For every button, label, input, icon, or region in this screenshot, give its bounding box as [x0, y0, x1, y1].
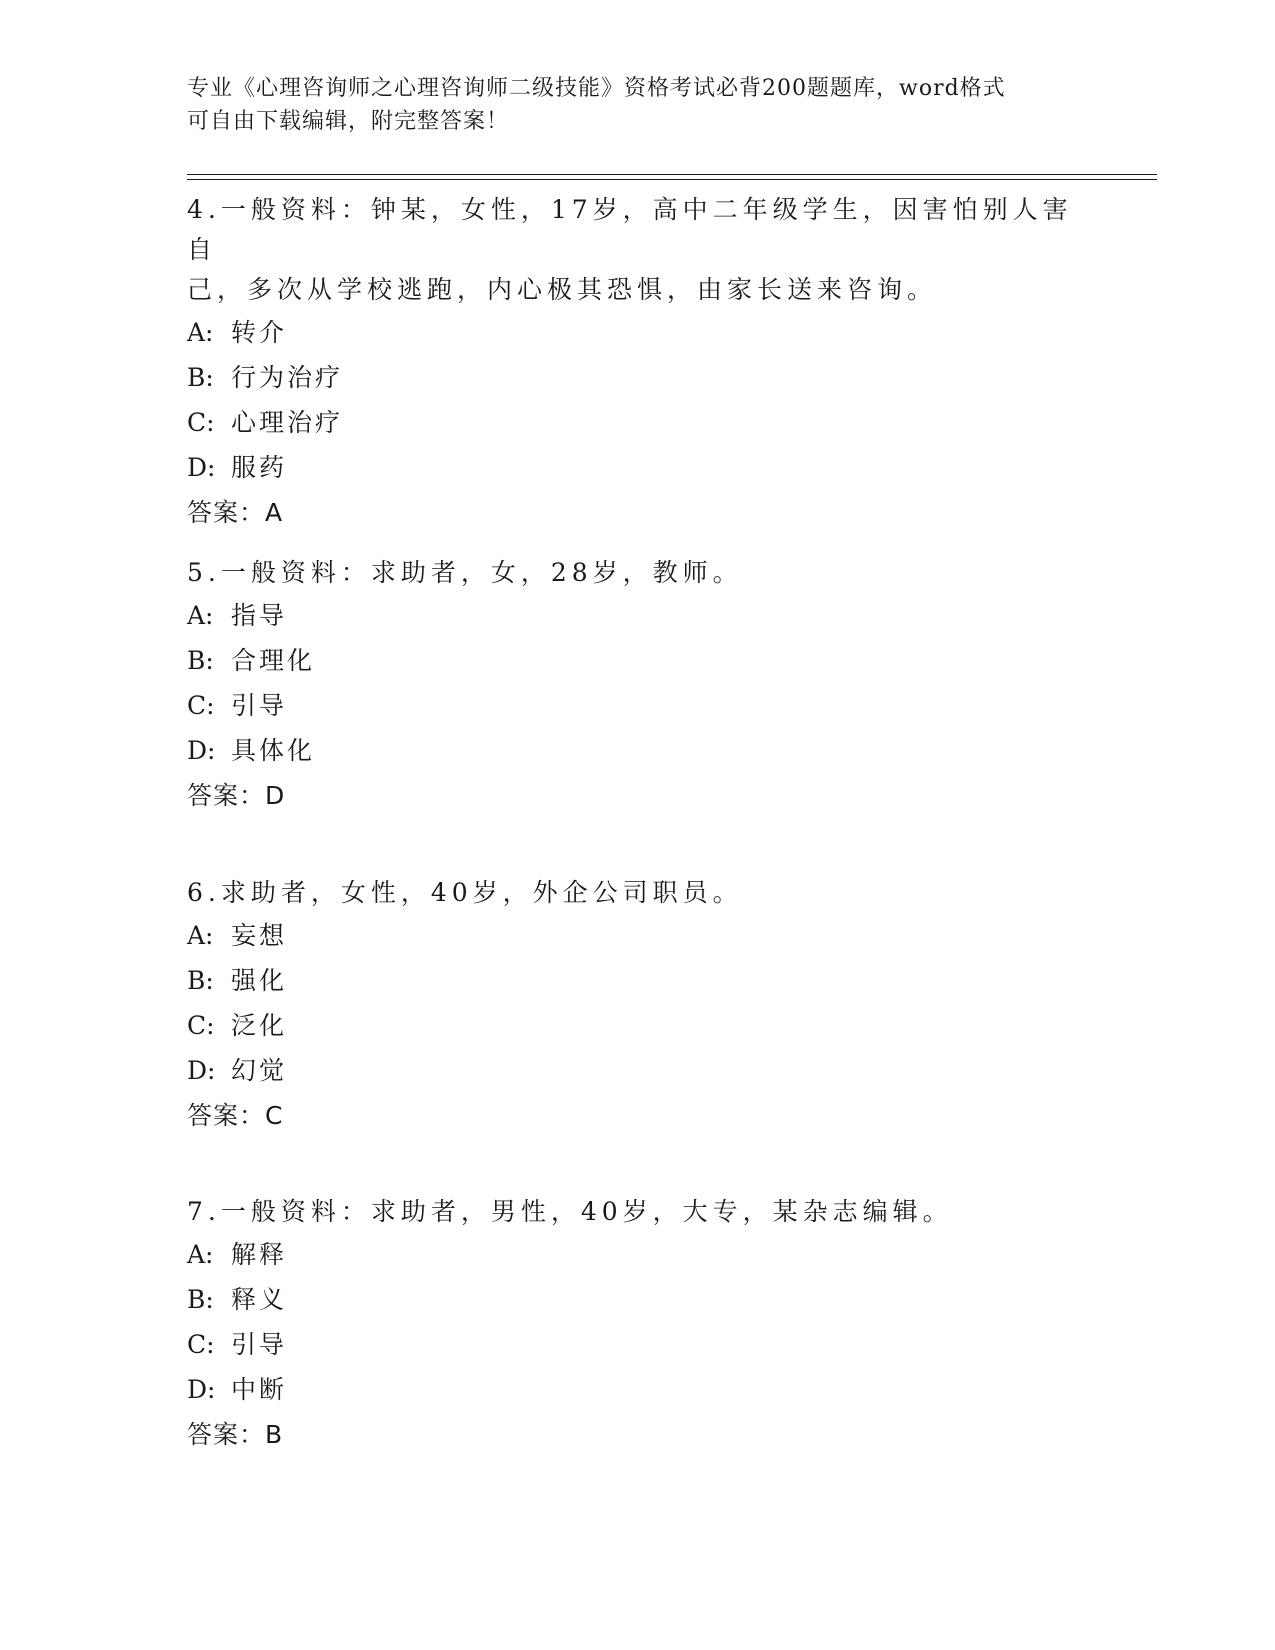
option-key: A: — [187, 318, 214, 347]
option-a — [187, 1232, 1087, 1277]
option-key: A: — [187, 601, 214, 630]
option-b — [187, 355, 1087, 400]
answer-line: 答案：B — [187, 1420, 284, 1449]
option-key: A: — [187, 1240, 214, 1269]
option-key: C: — [187, 1330, 215, 1359]
question-stem — [187, 1192, 1087, 1232]
option-text: 释义 — [231, 1285, 288, 1314]
option-text: 服药 — [231, 453, 288, 482]
option-c — [187, 1322, 1087, 1367]
question-block — [187, 553, 1087, 818]
option-text: 引导 — [231, 1330, 288, 1359]
document-header — [187, 72, 1087, 138]
option-a — [187, 310, 1087, 355]
option-key: A: — [187, 921, 214, 950]
answer-line: 答案：A — [187, 498, 284, 527]
option-a — [187, 593, 1087, 638]
answer-line: 答案：D — [187, 781, 286, 810]
option-text: 行为治疗 — [231, 363, 344, 392]
question-stem-line: 6.求助者，女性，40岁，外企公司职员。 — [187, 878, 743, 907]
option-text: 引导 — [231, 691, 288, 720]
option-key: D: — [187, 1375, 216, 1404]
header-divider-top — [187, 174, 1157, 175]
option-text: 强化 — [231, 966, 288, 995]
option-key: D: — [187, 453, 216, 482]
option-text: 转介 — [231, 318, 288, 347]
option-b — [187, 1277, 1087, 1322]
option-key: C: — [187, 1011, 215, 1040]
option-key: D: — [187, 736, 216, 765]
option-a — [187, 913, 1087, 958]
option-key: C: — [187, 691, 215, 720]
answer-line: 答案：C — [187, 1101, 284, 1130]
option-key: D: — [187, 1056, 216, 1085]
option-text: 心理治疗 — [231, 408, 344, 437]
option-d — [187, 1367, 1087, 1412]
option-d — [187, 1048, 1087, 1093]
question-stem — [187, 873, 1087, 913]
header-divider-bottom — [187, 179, 1157, 180]
option-d — [187, 728, 1087, 773]
option-text: 妄想 — [231, 921, 288, 950]
option-key: C: — [187, 408, 215, 437]
option-text: 泛化 — [231, 1011, 288, 1040]
question-stem-line: 4.一般资料：钟某，女性，17岁，高中二年级学生，因害怕别人害自 — [187, 195, 1073, 264]
option-key: B: — [187, 966, 214, 995]
question-stem — [187, 553, 1087, 593]
option-key: B: — [187, 646, 214, 675]
question-block — [187, 873, 1087, 1138]
option-text: 中断 — [231, 1375, 288, 1404]
option-c — [187, 1003, 1087, 1048]
option-text: 具体化 — [231, 736, 316, 765]
option-text: 解释 — [231, 1240, 288, 1269]
question-block — [187, 1192, 1087, 1457]
option-key: B: — [187, 1285, 214, 1314]
option-key: B: — [187, 363, 214, 392]
option-text: 指导 — [231, 601, 288, 630]
question-stem-line: 己，多次从学校逃跑，内心极其恐惧，由家长送来咨询。 — [187, 275, 938, 304]
header-title-line-1: 专业《心理咨询师之心理咨询师二级技能》资格考试必背200题题库，word格式 — [187, 76, 1006, 101]
question-stem — [187, 190, 1087, 310]
option-b — [187, 638, 1087, 683]
header-title-line-2: 可自由下载编辑，附完整答案！ — [187, 109, 510, 134]
question-stem-line: 7.一般资料：求助者，男性，40岁，大专，某杂志编辑。 — [187, 1197, 953, 1226]
option-c — [187, 683, 1087, 728]
question-stem-line: 5.一般资料：求助者，女，28岁，教师。 — [187, 558, 743, 587]
question-block — [187, 190, 1087, 535]
option-text: 幻觉 — [231, 1056, 288, 1085]
option-b — [187, 958, 1087, 1003]
option-c — [187, 400, 1087, 445]
option-d — [187, 445, 1087, 490]
option-text: 合理化 — [231, 646, 316, 675]
